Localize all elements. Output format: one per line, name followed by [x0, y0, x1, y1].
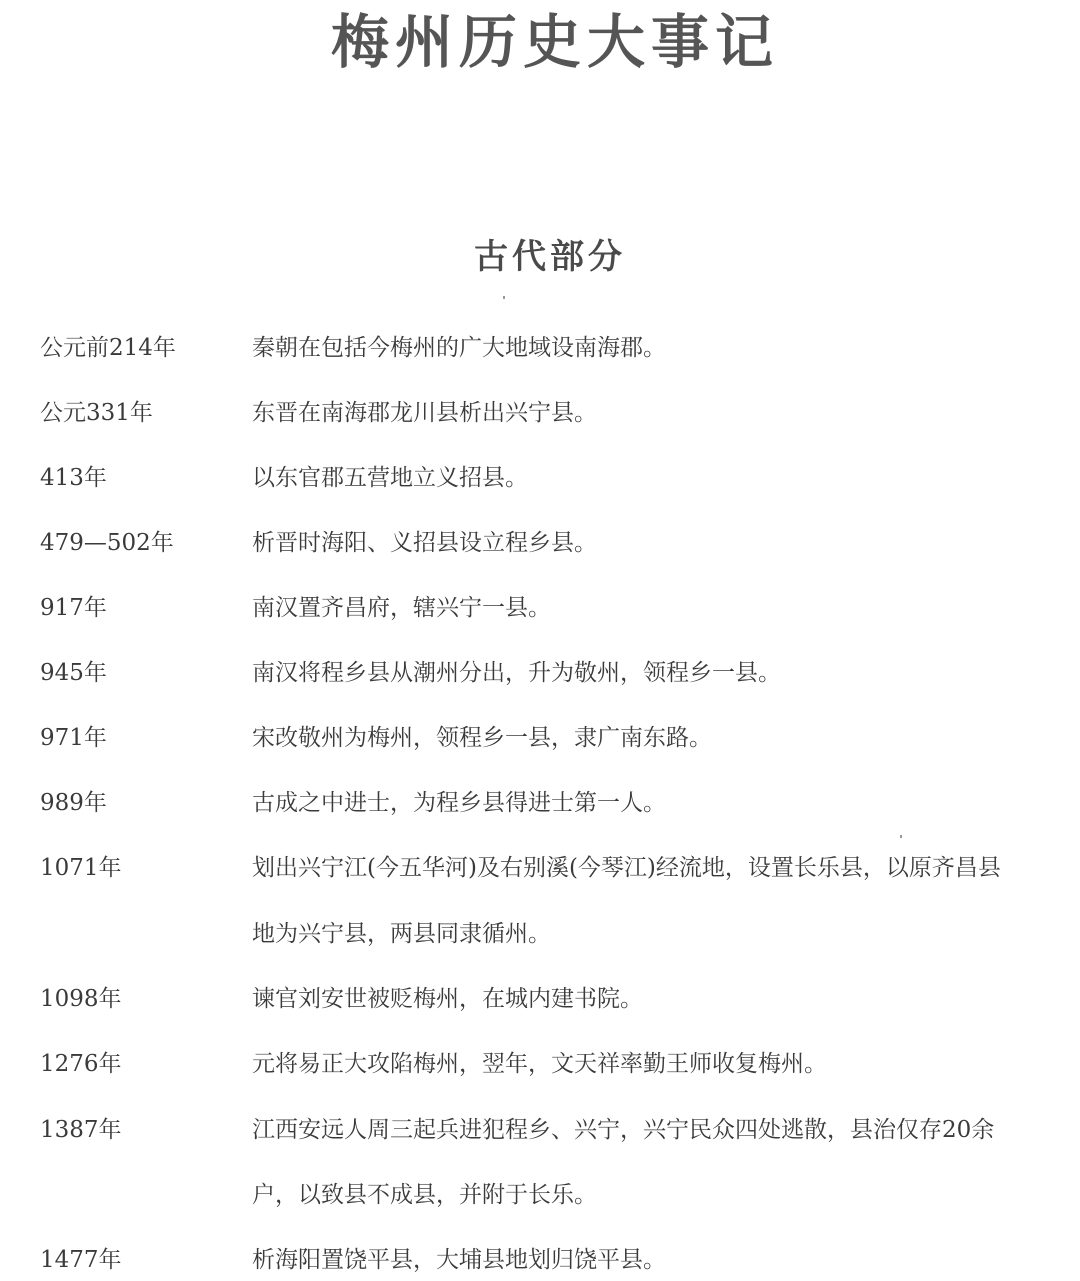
event-date: 917年	[40, 595, 107, 621]
event-description-continued: 地为兴宁县，两县同隶循州。	[252, 921, 551, 947]
page-title: 梅州历史大事记	[330, 8, 779, 76]
event-description: 元将易正大攻陷梅州，翌年，文天祥率勤王师收复梅州。	[252, 1051, 827, 1077]
event-date: 971年	[40, 725, 107, 751]
event-description: 南汉将程乡县从潮州分出，升为敬州，领程乡一县。	[252, 660, 781, 686]
section-title: 古代部分	[474, 237, 626, 277]
event-date: 1071年	[40, 855, 122, 881]
event-date: 945年	[40, 660, 107, 686]
event-description: 谏官刘安世被贬梅州，在城内建书院。	[252, 986, 643, 1012]
event-date: 1387年	[40, 1117, 122, 1143]
event-description: 东晋在南海郡龙川县析出兴宁县。	[252, 400, 597, 426]
event-description: 析晋时海阳、义招县设立程乡县。	[252, 530, 597, 556]
event-description-continued: 户，以致县不成县，并附于长乐。	[252, 1182, 597, 1208]
event-date: 1098年	[40, 986, 122, 1012]
event-date: 1477年	[40, 1247, 122, 1273]
event-date: 公元331年	[40, 400, 153, 426]
event-description: 江西安远人周三起兵进犯程乡、兴宁，兴宁民众四处逃散，县治仅存20余	[252, 1117, 995, 1143]
event-date: 413年	[40, 465, 107, 491]
event-description: 古成之中进士，为程乡县得进士第一人。	[252, 790, 666, 816]
event-description: 划出兴宁江(今五华河)及右别溪(今琴江)经流地，设置长乐县，以原齐昌县	[252, 855, 1001, 881]
event-date: 479—502年	[40, 530, 174, 556]
event-description: 析海阳置饶平县，大埔县地划归饶平县。	[252, 1247, 666, 1273]
event-description: 南汉置齐昌府，辖兴宁一县。	[252, 595, 551, 621]
event-date: 1276年	[40, 1051, 122, 1077]
event-description: 宋改敬州为梅州，领程乡一县，隶广南东路。	[252, 725, 712, 751]
event-description: 以东官郡五营地立义招县。	[252, 465, 528, 491]
event-date: 公元前214年	[40, 335, 176, 361]
event-description: 秦朝在包括今梅州的广大地域设南海郡。	[252, 335, 666, 361]
event-date: 989年	[40, 790, 107, 816]
